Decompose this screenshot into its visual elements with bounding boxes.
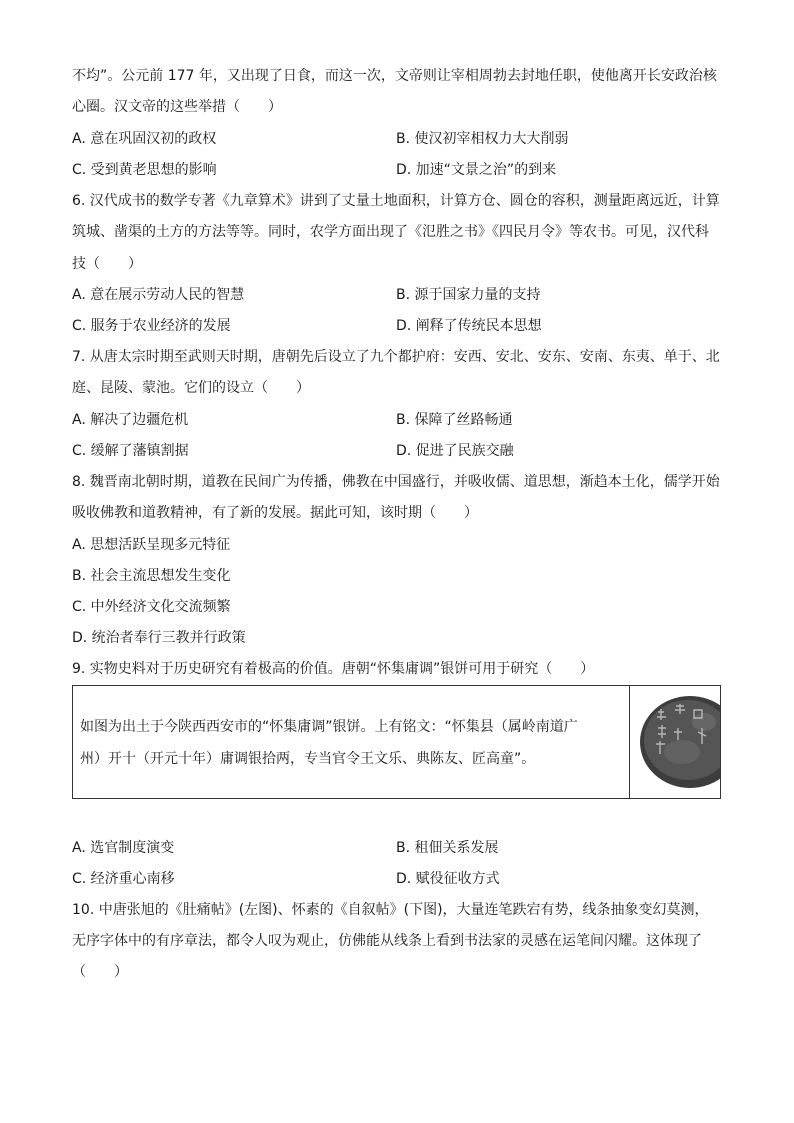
q6-option-c[interactable]: C. 服务于农业经济的发展 <box>72 318 231 334</box>
q7-stem-line-2: 庭、昆陵、蒙池。它们的设立（ ） <box>72 380 310 396</box>
q10-stem-line-1: 10. 中唐张旭的《肚痛帖》(左图)、怀素的《自叙帖》(下图)，大量连笔跌宕有势，线条抽象变幻莫测， <box>72 902 709 918</box>
q10-stem-line-3: （ ） <box>72 964 128 980</box>
q9-stem: 9. 实物史料对于历史研究有着极高的价值。唐朝“怀集庸调”银饼可用于研究（ ） <box>72 661 595 677</box>
q8-stem-line-1: 8. 魏晋南北朝时期，道教在民间广为传播，佛教在中国盛行，并吸收儒、道思想，渐趋本土化，儒学开始 <box>72 474 720 490</box>
q6-option-b[interactable]: B. 源于国家力量的支持 <box>396 287 541 303</box>
q6-stem-line-1: 6. 汉代成书的数学专著《九章算术》讲到了丈量土地面积，计算方仓、圆仓的容积，测量距离远近，计算 <box>72 193 720 209</box>
q7-option-c[interactable]: C. 缓解了藩镇割据 <box>72 443 189 459</box>
q5-stem-line-2: 心圈。汉文帝的这些举措（ ） <box>72 99 282 115</box>
q6-option-d[interactable]: D. 阐释了传统民本思想 <box>396 318 542 334</box>
q8-option-b[interactable]: B. 社会主流思想发生变化 <box>72 568 231 584</box>
silver-cake-image <box>638 692 720 792</box>
q9-option-a[interactable]: A. 选官制度演变 <box>72 840 175 856</box>
q9-option-b[interactable]: B. 租佃关系发展 <box>396 840 499 856</box>
q6-stem-line-3: 技（ ） <box>72 256 142 272</box>
q9-material-box <box>72 685 721 799</box>
q5-option-a[interactable]: A. 意在巩固汉初的政权 <box>72 131 217 147</box>
q8-option-c[interactable]: C. 中外经济文化交流频繁 <box>72 599 231 615</box>
q7-option-a[interactable]: A. 解决了边疆危机 <box>72 412 189 428</box>
q9-option-d[interactable]: D. 赋役征收方式 <box>396 871 500 887</box>
q9-material-line-2: 州）开十（开元十年）庸调银拾两，专当官令王文乐、典陈友、匠高童”。 <box>80 751 536 767</box>
q5-option-d[interactable]: D. 加速“文景之治”的到来 <box>396 162 557 178</box>
box-divider <box>629 686 630 798</box>
q9-material-line-1: 如图为出土于今陕西西安市的“怀集庸调”银饼。上有铭文：“怀集县（属岭南道广 <box>80 719 578 735</box>
q8-option-a[interactable]: A. 思想活跃呈现多元特征 <box>72 537 231 553</box>
q7-option-b[interactable]: B. 保障了丝路畅通 <box>396 412 513 428</box>
q7-option-d[interactable]: D. 促进了民族交融 <box>396 443 514 459</box>
q9-option-c[interactable]: C. 经济重心南移 <box>72 871 175 887</box>
q6-option-a[interactable]: A. 意在展示劳动人民的智慧 <box>72 287 245 303</box>
q8-stem-line-2: 吸收佛教和道教精神，有了新的发展。据此可知，该时期（ ） <box>72 505 478 521</box>
q6-stem-line-2: 筑城、凿渠的土方的方法等等。同时，农学方面出现了《氾胜之书》《四民月令》等农书。可见，汉代科 <box>72 224 709 240</box>
q7-stem-line-1: 7. 从唐太宗时期至武则天时期，唐朝先后设立了九个都护府：安西、安北、安东、安南、东夷、单于、北 <box>72 349 720 365</box>
q5-option-c[interactable]: C. 受到黄老思想的影响 <box>72 162 217 178</box>
q8-option-d[interactable]: D. 统治者奉行三教并行政策 <box>72 630 246 646</box>
q5-stem-line-1: 不均”。公元前 177 年，又出现了日食，而这一次，文帝则让宰相周勃去封地任职，使他离开长安政治核 <box>72 68 717 84</box>
q10-stem-line-2: 无序字体中的有序章法，都令人叹为观止，仿佛能从线条上看到书法家的灵感在运笔间闪耀。这体现了 <box>72 933 702 949</box>
q5-option-b[interactable]: B. 使汉初宰相权力大大削弱 <box>396 131 569 147</box>
